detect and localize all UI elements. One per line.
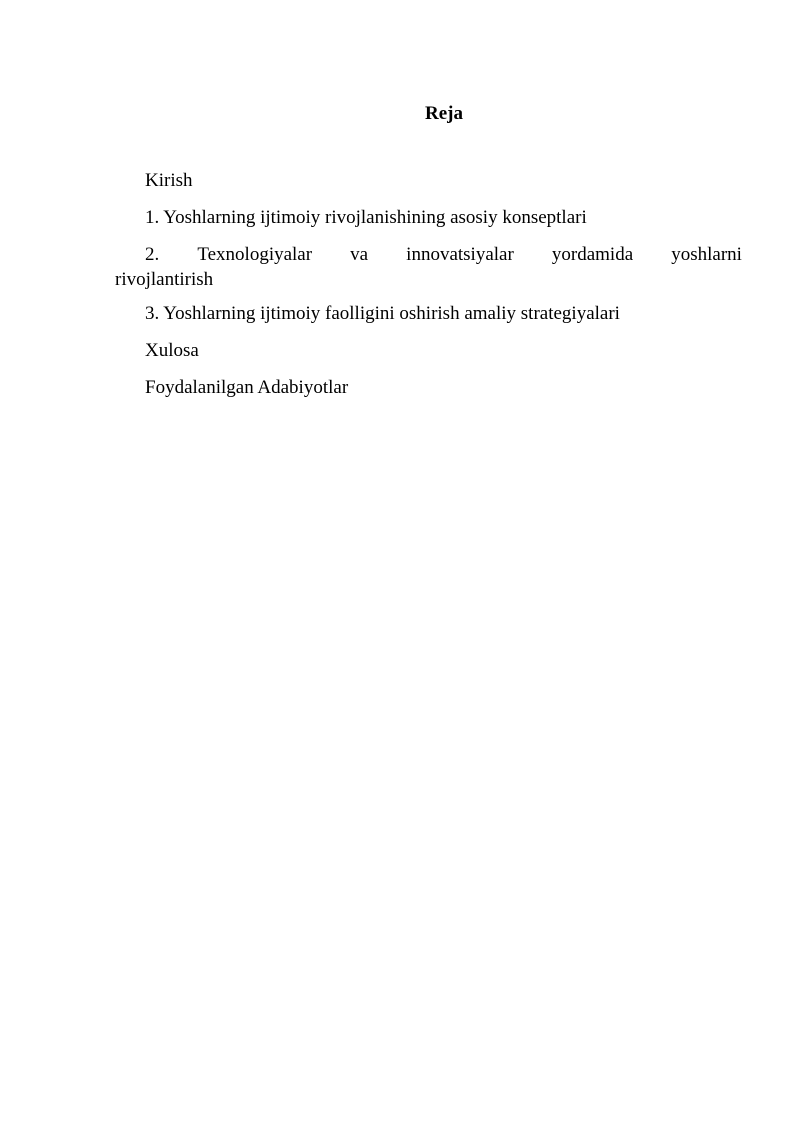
table-of-contents xyxy=(115,162,742,406)
toc-item-section-2-line-1 xyxy=(115,236,742,273)
toc-item-conclusion: Xulosa xyxy=(145,340,199,361)
toc-word: va xyxy=(350,244,369,265)
toc-item-section-2-continuation: rivojlantirish xyxy=(115,269,214,290)
toc-item-introduction: Kirish xyxy=(145,170,193,191)
toc-word: yoshlarni xyxy=(671,244,742,265)
toc-word: innovatsiyalar xyxy=(406,244,514,265)
toc-word: Texnologiyalar xyxy=(197,244,313,265)
page-title: Reja xyxy=(425,103,463,124)
toc-item-references: Foydalanilgan Adabiyotlar xyxy=(145,377,349,398)
toc-item-section-1: 1. Yoshlarning ijtimoiy rivojlanishining asosiy konseptlari xyxy=(145,207,587,228)
toc-item-section-2 xyxy=(115,236,742,288)
toc-word: 2. xyxy=(145,244,160,265)
toc-item-section-3: 3. Yoshlarning ijtimoiy faolligini oshirish amaliy strategiyalari xyxy=(145,303,620,324)
toc-word: yordamida xyxy=(551,244,634,265)
